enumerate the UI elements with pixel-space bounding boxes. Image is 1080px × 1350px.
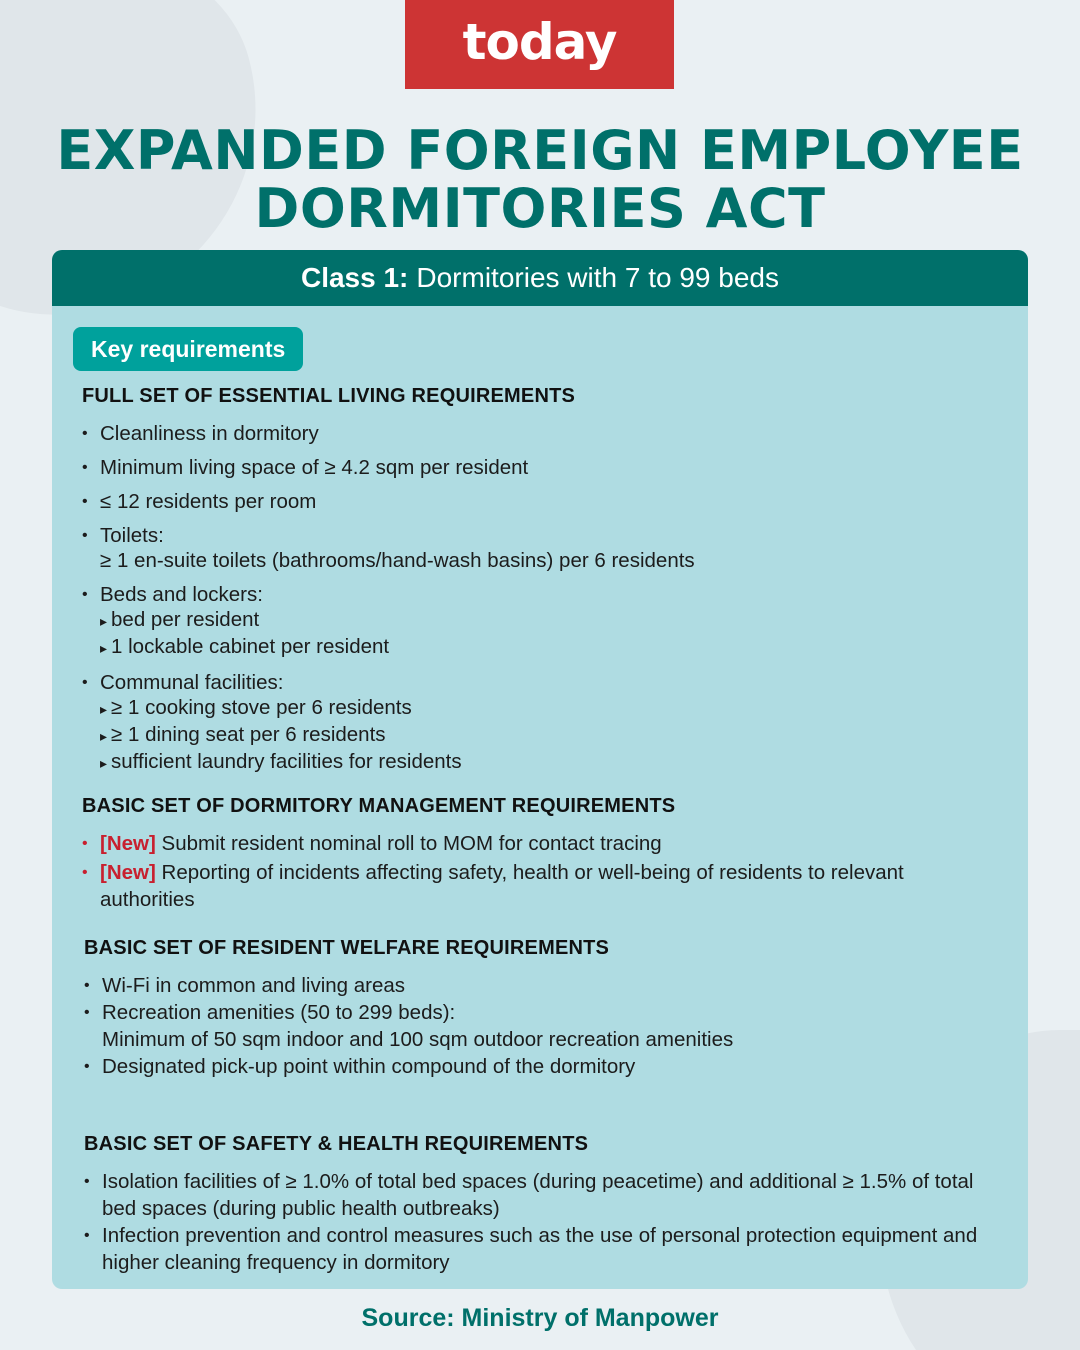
new-tag: [New]: [100, 861, 156, 884]
list-item: • Isolation facilities of ≥ 1.0% of total bed spaces (during peacetime) and additional ≥ 1.5% of total bed spaces (during public health outbreaks): [84, 1168, 998, 1222]
card-header: [52, 250, 1028, 306]
list-item: • Communal facilities: ▸ ≥ 1 cooking stove per 6 residents ▸ ≥ 1 dining seat per 6 residents ▸ sufficient laundry facilities for residents: [82, 670, 998, 776]
section-heading: FULL SET OF ESSENTIAL LIVING REQUIREMENTS: [82, 385, 576, 407]
class-label: Class 1:: [300, 262, 409, 293]
key-requirements-pill: Key requirements: [73, 327, 303, 371]
title-line-1: EXPANDED FOREIGN EMPLOYEE: [56, 119, 1024, 182]
new-tag: [New]: [100, 832, 156, 855]
section-heading: BASIC SET OF DORMITORY MANAGEMENT REQUIREMENTS: [82, 795, 676, 817]
section-heading: BASIC SET OF SAFETY & HEALTH REQUIREMENTS: [84, 1133, 589, 1155]
list-item: • Designated pick-up point within compound of the dormitory: [84, 1053, 998, 1080]
section-safety-health: [84, 1133, 998, 1276]
section-essential-living: [82, 385, 998, 776]
sub-item: ▸ ≥ 1 dining seat per 6 residents: [100, 722, 998, 749]
class-description: Dormitories with 7 to 99 beds: [416, 262, 779, 293]
logo-text: today: [462, 12, 617, 71]
list-item: • Infection prevention and control measures such as the use of personal protection equipment and higher cleaning frequency in dormitory: [84, 1222, 998, 1276]
title-line-2: DORMITORIES ACT: [254, 177, 826, 240]
list-item: • Wi-Fi in common and living areas: [84, 972, 998, 999]
requirements-card: [52, 250, 1028, 1289]
list-item: • [New] Reporting of incidents affecting safety, health or well-being of residents to relevant authorities: [82, 859, 998, 913]
sub-item: ▸ sufficient laundry facilities for residents: [100, 749, 998, 776]
today-logo: [405, 0, 674, 89]
section-dormitory-management: [82, 795, 998, 913]
section-heading: BASIC SET OF RESIDENT WELFARE REQUIREMENTS: [84, 937, 610, 959]
list-item: • [New] Submit resident nominal roll to MOM for contact tracing: [82, 830, 998, 857]
list-item: • ≤ 12 residents per room: [82, 489, 998, 514]
source-credit: Source: Ministry of Manpower: [361, 1304, 719, 1332]
page-title: [0, 119, 1080, 240]
sub-item: ▸ bed per resident: [100, 607, 998, 634]
list-item: • Beds and lockers: ▸ bed per resident ▸ 1 lockable cabinet per resident: [82, 582, 998, 661]
section-resident-welfare: [84, 937, 998, 1080]
list-item: • Recreation amenities (50 to 299 beds): Minimum of 50 sqm indoor and 100 sqm outdoor recreation amenities: [84, 999, 998, 1053]
sub-item: ▸ 1 lockable cabinet per resident: [100, 634, 998, 661]
list-item: • Toilets: ≥ 1 en-suite toilets (bathrooms/hand-wash basins) per 6 residents: [82, 523, 998, 573]
list-item: • Cleanliness in dormitory: [82, 421, 998, 446]
list-item: • Minimum living space of ≥ 4.2 sqm per resident: [82, 455, 998, 480]
sub-item: ▸ ≥ 1 cooking stove per 6 residents: [100, 695, 998, 722]
